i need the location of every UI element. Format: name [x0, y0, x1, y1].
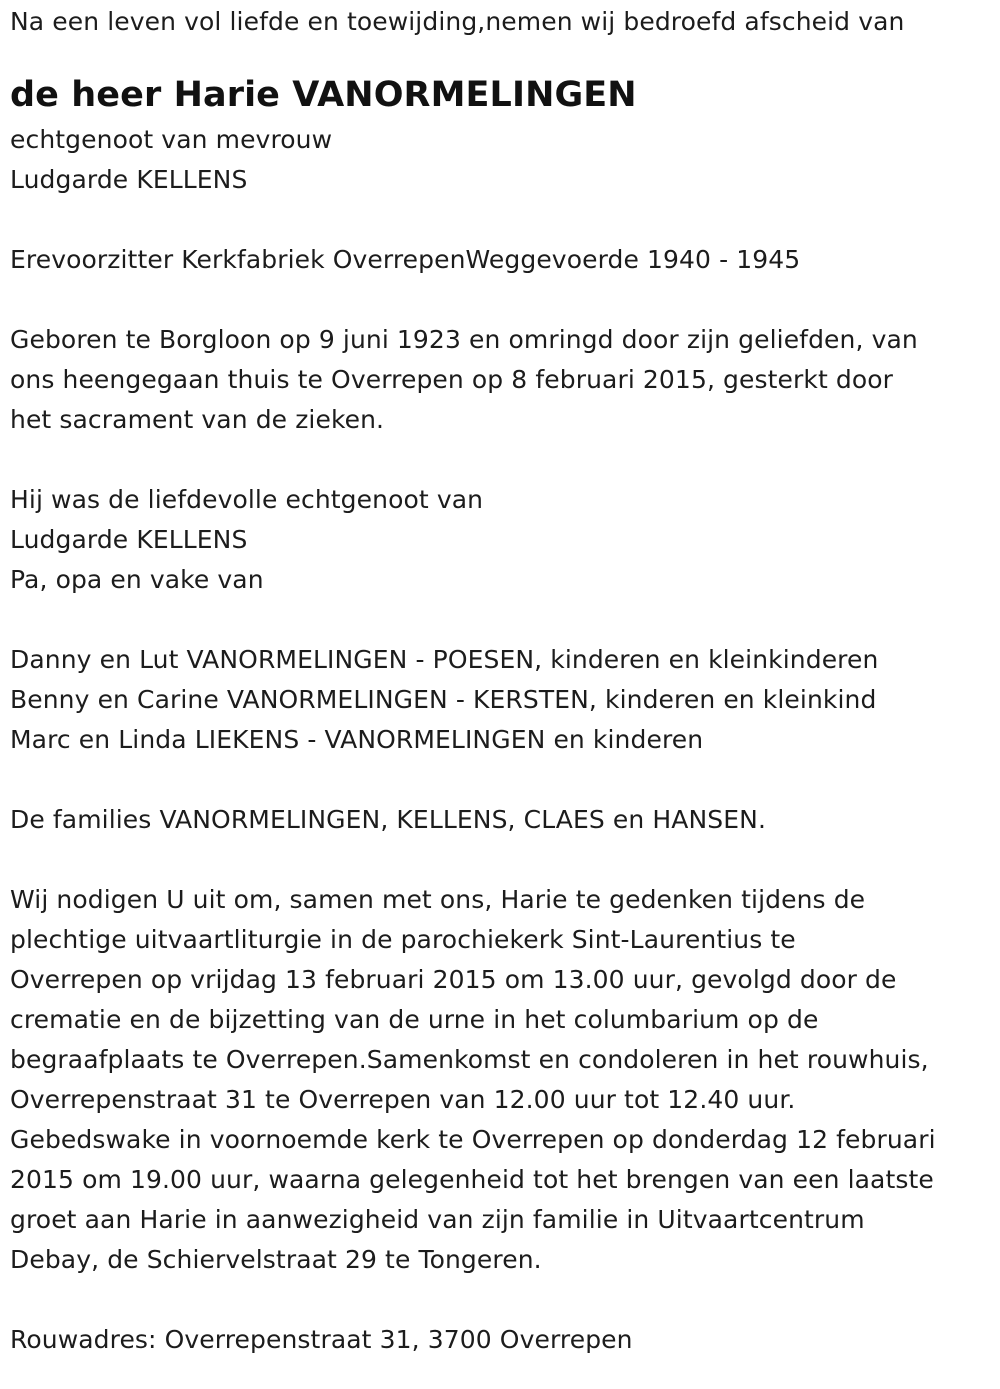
paragraph-line: ons heengegaan thuis te Overrepen op 8 februari 2015, gesterkt door: [10, 365, 894, 394]
paragraph-line: Overrepenstraat 31 te Overrepen van 12.00 uur tot 12.40 uur.: [10, 1085, 796, 1114]
families-line: De families VANORMELINGEN, KELLENS, CLAES en HANSEN.: [10, 805, 766, 834]
invitation-paragraph: [10, 880, 995, 1280]
paragraph-line: Geboren te Borgloon op 9 juni 1923 en omringd door zijn geliefden, van: [10, 325, 918, 354]
spacer: [10, 1280, 995, 1320]
spacer: [10, 840, 995, 880]
paragraph-line: 2015 om 19.00 uur, waarna gelegenheid tot het brengen van een laatste: [10, 1165, 934, 1194]
paragraph-line: Pa, opa en vake van: [10, 565, 264, 594]
birth-death-paragraph: [10, 320, 995, 440]
spouse-name: Ludgarde KELLENS: [10, 165, 248, 194]
honorary-title-line: Erevoorzitter Kerkfabriek OverrepenWeggevoerde 1940 - 1945: [10, 245, 801, 274]
paragraph-line: het sacrament van de zieken.: [10, 405, 385, 434]
mourning-address: Rouwadres: Overrepenstraat 31, 3700 Overrepen: [10, 1325, 633, 1354]
deceased-name-heading: de heer Harie VANORMELINGEN: [10, 75, 637, 115]
list-item: Benny en Carine VANORMELINGEN - KERSTEN, kinderen en kleinkind: [10, 685, 877, 714]
children-list: [10, 640, 995, 760]
paragraph-line: Gebedswake in voornoemde kerk te Overrepen op donderdag 12 februari: [10, 1125, 936, 1154]
paragraph-line: Debay, de Schiervelstraat 29 te Tongeren.: [10, 1245, 542, 1274]
paragraph-line: Ludgarde KELLENS: [10, 525, 248, 554]
spouse-prefix: echtgenoot van mevrouw: [10, 125, 333, 154]
paragraph-line: crematie en de bijzetting van de urne in het columbarium op de: [10, 1005, 819, 1034]
paragraph-line: begraafplaats te Overrepen.Samenkomst en condoleren in het rouwhuis,: [10, 1045, 929, 1074]
intro-line: Na een leven vol liefde en toewijding,nemen wij bedroefd afscheid van: [10, 7, 905, 36]
list-item: Danny en Lut VANORMELINGEN - POESEN, kinderen en kleinkinderen: [10, 645, 879, 674]
spacer: [10, 280, 995, 320]
spacer: [10, 600, 995, 640]
spacer: [10, 760, 995, 800]
paragraph-line: Overrepen op vrijdag 13 februari 2015 om 13.00 uur, gevolgd door de: [10, 965, 897, 994]
relations-paragraph: [10, 480, 995, 600]
paragraph-line: Wij nodigen U uit om, samen met ons, Harie te gedenken tijdens de: [10, 885, 866, 914]
list-item: Marc en Linda LIEKENS - VANORMELINGEN en kinderen: [10, 725, 704, 754]
paragraph-line: groet aan Harie in aanwezigheid van zijn familie in Uitvaartcentrum: [10, 1205, 865, 1234]
spacer: [10, 200, 995, 240]
paragraph-line: plechtige uitvaartliturgie in de parochiekerk Sint-Laurentius te: [10, 925, 796, 954]
death-notice: [10, 2, 995, 1360]
spacer: [10, 440, 995, 480]
paragraph-line: Hij was de liefdevolle echtgenoot van: [10, 485, 484, 514]
